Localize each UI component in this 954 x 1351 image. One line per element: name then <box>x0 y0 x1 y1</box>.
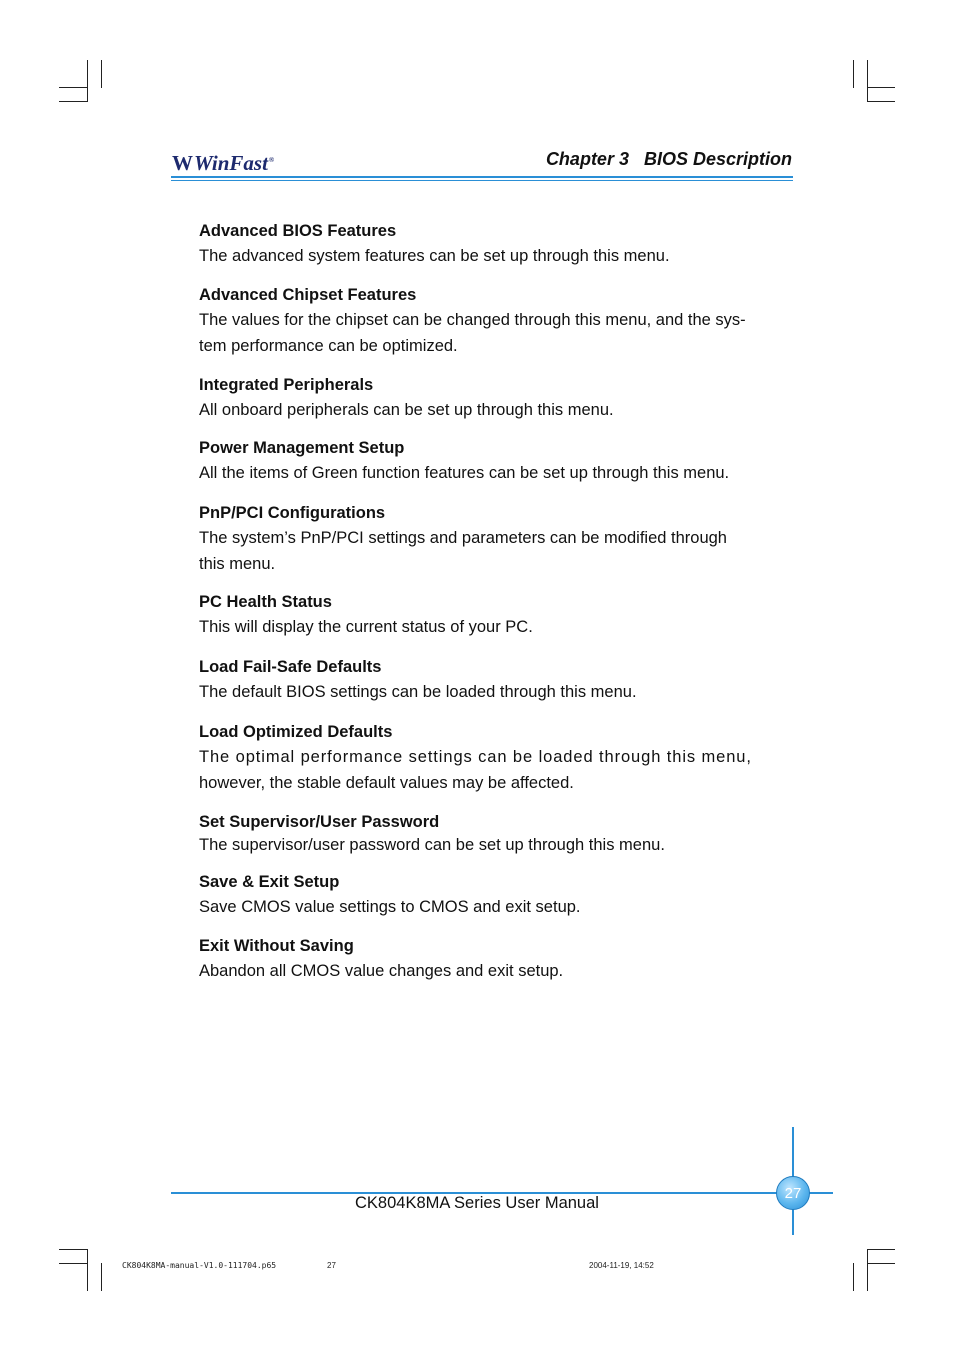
section-body: All the items of Green function features can be set up through this menu. <box>199 464 730 482</box>
crop-mark <box>867 60 868 102</box>
section-title: Integrated Peripherals <box>199 376 374 394</box>
section-title: Exit Without Saving <box>199 937 354 955</box>
header-rule-thin <box>171 180 793 181</box>
crop-mark <box>867 101 895 102</box>
header-rule <box>171 176 793 178</box>
section-title: Load Fail-Safe Defaults <box>199 658 382 676</box>
section-body: The supervisor/user password can be set up through this menu. <box>199 836 665 854</box>
winfast-logo <box>172 150 274 176</box>
section-body: All onboard peripherals can be set up through this menu. <box>199 401 614 419</box>
print-file-name: CK804K8MA-manual-V1.0-111704.p65 <box>122 1261 277 1270</box>
section-body: The default BIOS settings can be loaded through this menu. <box>199 683 637 701</box>
section-body: The advanced system features can be set up through this menu. <box>199 247 670 265</box>
section-body: Save CMOS value settings to CMOS and exit setup. <box>199 898 581 916</box>
section-integrated-peripherals <box>199 373 789 423</box>
crop-mark <box>59 1249 87 1250</box>
crop-mark <box>87 1249 88 1291</box>
section-body: The values for the chipset can be changed through this menu, and the sys- <box>199 311 746 329</box>
print-timestamp: 2004-11-19, 14:52 <box>589 1261 654 1270</box>
section-power-management-setup <box>199 436 789 486</box>
section-pnp-pci-configurations <box>199 501 789 577</box>
crop-mark <box>867 1249 868 1291</box>
crop-mark <box>59 87 87 88</box>
section-title: Save & Exit Setup <box>199 873 340 891</box>
section-body: Abandon all CMOS value changes and exit setup. <box>199 962 564 980</box>
section-title: PC Health Status <box>199 593 332 611</box>
section-set-supervisor-user-password <box>199 810 789 856</box>
section-exit-without-saving <box>199 934 789 984</box>
section-advanced-chipset-features <box>199 283 789 359</box>
chapter-heading: Chapter 3 BIOS Description <box>545 149 792 169</box>
section-advanced-bios-features <box>199 219 789 269</box>
crop-mark <box>867 1263 895 1264</box>
section-body: The optimal performance settings can be loaded through this menu, <box>199 748 752 766</box>
section-load-optimized-defaults <box>199 720 789 796</box>
section-save-exit-setup <box>199 870 789 920</box>
section-title: Power Management Setup <box>199 439 405 457</box>
section-title: Load Optimized Defaults <box>199 723 393 741</box>
section-title: Advanced BIOS Features <box>199 222 397 240</box>
crop-mark <box>867 87 895 88</box>
crop-mark <box>101 1263 102 1291</box>
crop-mark <box>867 1249 895 1250</box>
section-title: PnP/PCI Configurations <box>199 504 386 522</box>
manual-title: CK804K8MA Series User Manual <box>355 1194 599 1212</box>
crop-mark <box>87 60 88 102</box>
crop-mark <box>101 60 102 88</box>
section-body: this menu. <box>199 555 276 573</box>
page-number-badge <box>776 1176 810 1210</box>
crop-mark <box>59 1263 87 1264</box>
section-body: however, the stable default values may be affected. <box>199 774 574 792</box>
section-title: Set Supervisor/User Password <box>199 813 440 831</box>
section-title: Advanced Chipset Features <box>199 286 417 304</box>
crop-mark <box>853 60 854 88</box>
section-load-fail-safe-defaults <box>199 655 789 705</box>
registered-mark: ® <box>268 156 275 164</box>
crop-mark <box>59 101 87 102</box>
section-body: The system’s PnP/PCI settings and parameters can be modified through <box>199 529 727 547</box>
section-body: This will display the current status of your PC. <box>199 618 533 636</box>
section-pc-health-status <box>199 590 789 640</box>
menu-descriptions <box>199 219 789 984</box>
print-page-number: 27 <box>327 1261 336 1270</box>
logo-mark: W <box>172 151 191 175</box>
section-body: tem performance can be optimized. <box>199 337 458 355</box>
logo-text: WinFast <box>194 151 268 175</box>
page-number: 27 <box>784 1184 802 1202</box>
crop-mark <box>853 1263 854 1291</box>
